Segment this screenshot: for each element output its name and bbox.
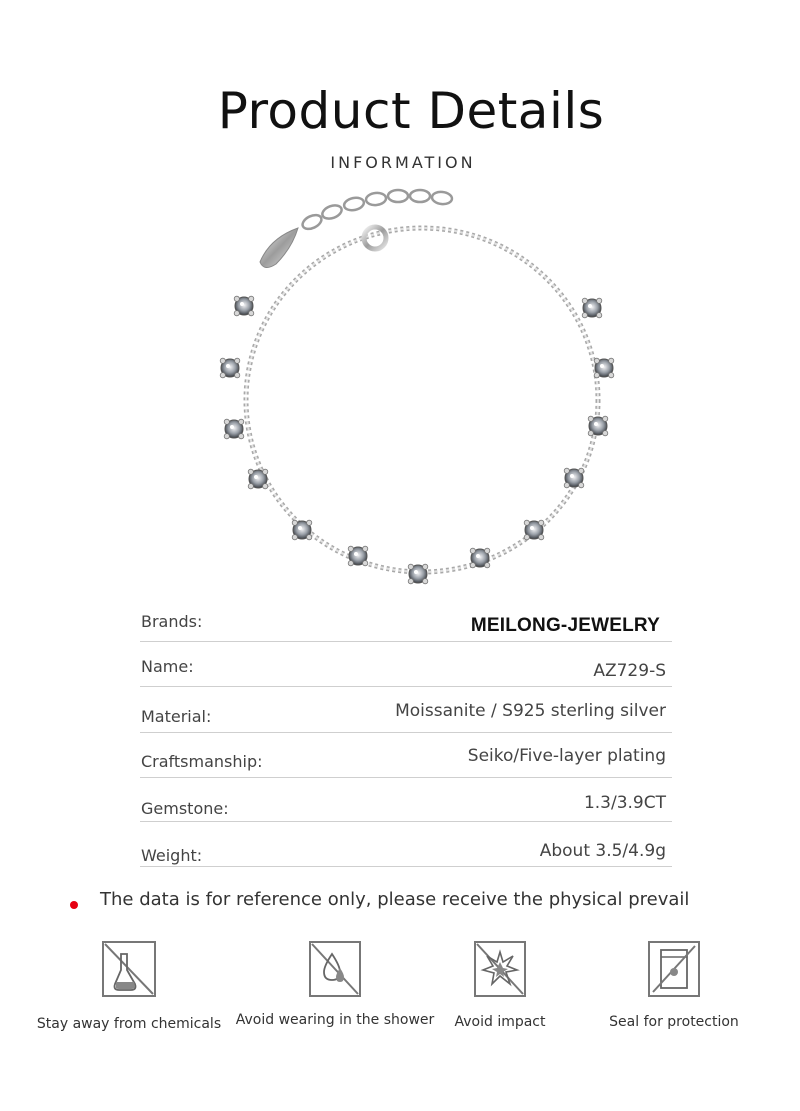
care-item-chemicals (36, 940, 222, 1032)
spec-label: Craftsmanship: (141, 752, 263, 771)
care-item-seal (606, 940, 742, 1030)
spec-row-craftsmanship (140, 733, 672, 778)
gem-charm (408, 564, 428, 584)
spec-label: Material: (141, 707, 212, 726)
gem-charm (564, 468, 584, 488)
spec-table (140, 600, 672, 867)
spec-value: Seiko/Five-layer plating (467, 746, 666, 766)
spec-label: Weight: (141, 846, 203, 865)
reference-note-text: The data is for reference only, please receive the physical prevail (100, 889, 690, 910)
spec-row-gemstone (140, 778, 672, 822)
page-subtitle: INFORMATION (330, 153, 476, 172)
spec-value: Moissanite / S925 sterling silver (395, 701, 666, 721)
water-drop-icon (308, 940, 362, 998)
spec-row-brand (140, 600, 672, 642)
spec-value: About 3.5/4.9g (539, 841, 666, 861)
care-label: Seal for protection (609, 1014, 739, 1030)
spec-row-material (140, 687, 672, 733)
chemical-flask-icon (101, 940, 157, 998)
sealed-bag-icon (647, 940, 701, 998)
impact-burst-icon (473, 940, 527, 998)
page-title: Product Details (217, 82, 605, 140)
spec-label: Gemstone: (141, 799, 229, 818)
gem-charm (594, 358, 614, 378)
spec-row-name (140, 642, 672, 687)
spec-value: MEILONG-JEWELRY (470, 615, 660, 636)
care-item-shower (233, 940, 437, 1028)
spec-row-weight (140, 822, 672, 867)
gem-charm (248, 469, 268, 489)
gem-charm (234, 296, 254, 316)
gem-charm (588, 416, 608, 436)
reference-note (66, 889, 766, 917)
gem-charm (582, 298, 602, 318)
gem-charm (292, 520, 312, 540)
gem-charm (220, 358, 240, 378)
bracelet-image (200, 182, 640, 602)
care-label: Avoid wearing in the shower (235, 1012, 435, 1028)
gem-charm (348, 546, 368, 566)
spec-value: AZ729-S (593, 661, 666, 681)
care-label: Stay away from chemicals (36, 1016, 222, 1032)
bullet-dot-icon (70, 901, 78, 909)
spec-value: 1.3/3.9CT (583, 793, 666, 813)
gem-charm (224, 419, 244, 439)
spec-label: Name: (141, 657, 194, 676)
care-label: Avoid impact (454, 1014, 546, 1030)
spec-label: Brands: (141, 612, 203, 631)
gem-charm (524, 520, 544, 540)
care-item-impact (450, 940, 550, 1030)
gem-charm (470, 548, 490, 568)
